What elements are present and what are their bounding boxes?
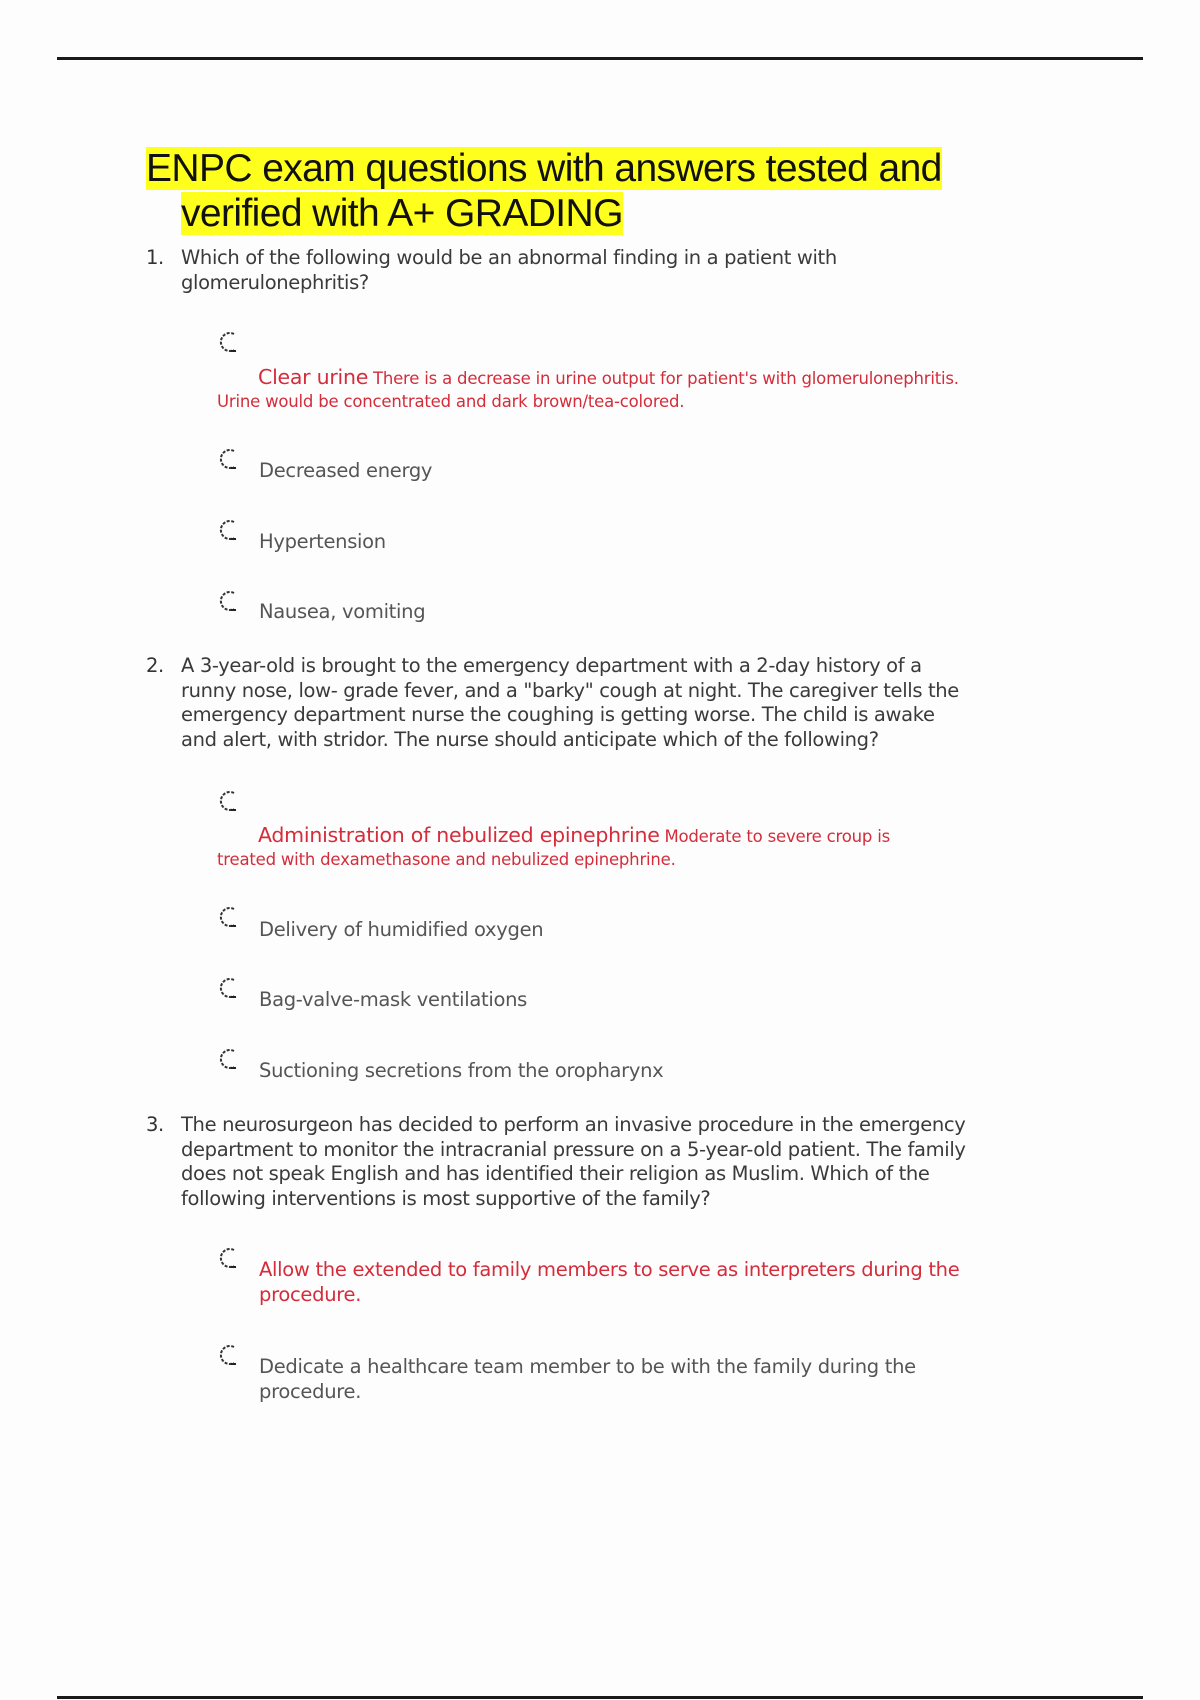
option-label[interactable]: Decreased energy: [259, 459, 433, 482]
question-line: does not speak English and has identified their religion as Muslim. Which of the: [181, 1162, 930, 1185]
top-rule: [57, 57, 1143, 60]
question-number: 1.: [146, 246, 164, 269]
option-label[interactable]: [259, 1355, 1079, 1404]
answer-explanation: There is a decrease in urine output for patient's with glomerulonephritis.: [372, 369, 959, 388]
question-line: department to monitor the intracranial pressure on a 5-year-old patient. The family: [181, 1137, 966, 1161]
radio-icon[interactable]: [218, 976, 242, 1000]
question-line: The neurosurgeon has decided to perform an invasive procedure in the emergency: [181, 1113, 966, 1136]
question-line: A 3-year-old is brought to the emergency department with a 2-day history of a: [181, 654, 922, 677]
question-number: 3.: [146, 1113, 164, 1136]
radio-icon[interactable]: [218, 1246, 242, 1270]
answer-label: procedure.: [259, 1282, 362, 1306]
option-label-line: Dedicate a healthcare team member to be with the family during the: [259, 1355, 916, 1378]
option-label-line: procedure.: [259, 1379, 362, 1403]
correct-answer[interactable]: [259, 1258, 1079, 1307]
option-label[interactable]: Nausea, vomiting: [259, 600, 426, 623]
radio-icon[interactable]: [218, 330, 242, 354]
radio-icon[interactable]: [218, 905, 242, 929]
title-line-1: ENPC exam questions with answers tested and: [146, 147, 942, 190]
question-line: Which of the following would be an abnormal finding in a patient with: [181, 246, 837, 269]
question-number: 2.: [146, 654, 164, 677]
correct-answer[interactable]: [217, 824, 1077, 871]
correct-answer[interactable]: [217, 366, 1077, 413]
question-line: emergency department nurse the coughing is getting worse. The child is awake: [181, 703, 935, 726]
answer-explanation: Urine would be concentrated and dark brown/tea-colored.: [217, 392, 685, 411]
option-label[interactable]: Suctioning secretions from the oropharynx: [259, 1059, 664, 1082]
question-text: [181, 654, 1081, 752]
option-label[interactable]: Bag-valve-mask ventilations: [259, 988, 528, 1011]
bottom-rule: [57, 1696, 1143, 1699]
answer-label: Clear urine: [258, 365, 369, 389]
answer-label: Allow the extended to family members to serve as interpreters during the: [259, 1258, 960, 1281]
question-line: following interventions is most supportive of the family?: [181, 1186, 711, 1210]
radio-icon[interactable]: [218, 1343, 242, 1367]
radio-icon[interactable]: [218, 518, 242, 542]
radio-icon[interactable]: [218, 1047, 242, 1071]
answer-label: Administration of nebulized epinephrine: [258, 823, 660, 847]
option-label[interactable]: Delivery of humidified oxygen: [259, 918, 544, 941]
question-line: glomerulonephritis?: [181, 270, 369, 294]
option-label[interactable]: Hypertension: [259, 530, 386, 553]
question-text: [181, 246, 1081, 295]
question-line: and alert, with stridor. The nurse should anticipate which of the following?: [181, 727, 879, 751]
radio-icon[interactable]: [218, 589, 242, 613]
radio-icon[interactable]: [218, 447, 242, 471]
answer-explanation: treated with dexamethasone and nebulized epinephrine.: [217, 850, 676, 869]
title-line-2: verified with A+ GRADING: [181, 192, 623, 235]
document-title: [146, 146, 1046, 236]
question-text: [181, 1113, 1081, 1211]
answer-explanation: Moderate to severe croup is: [664, 827, 891, 846]
radio-icon[interactable]: [218, 789, 242, 813]
question-line: runny nose, low- grade fever, and a "barky" cough at night. The caregiver tells the: [181, 678, 959, 702]
